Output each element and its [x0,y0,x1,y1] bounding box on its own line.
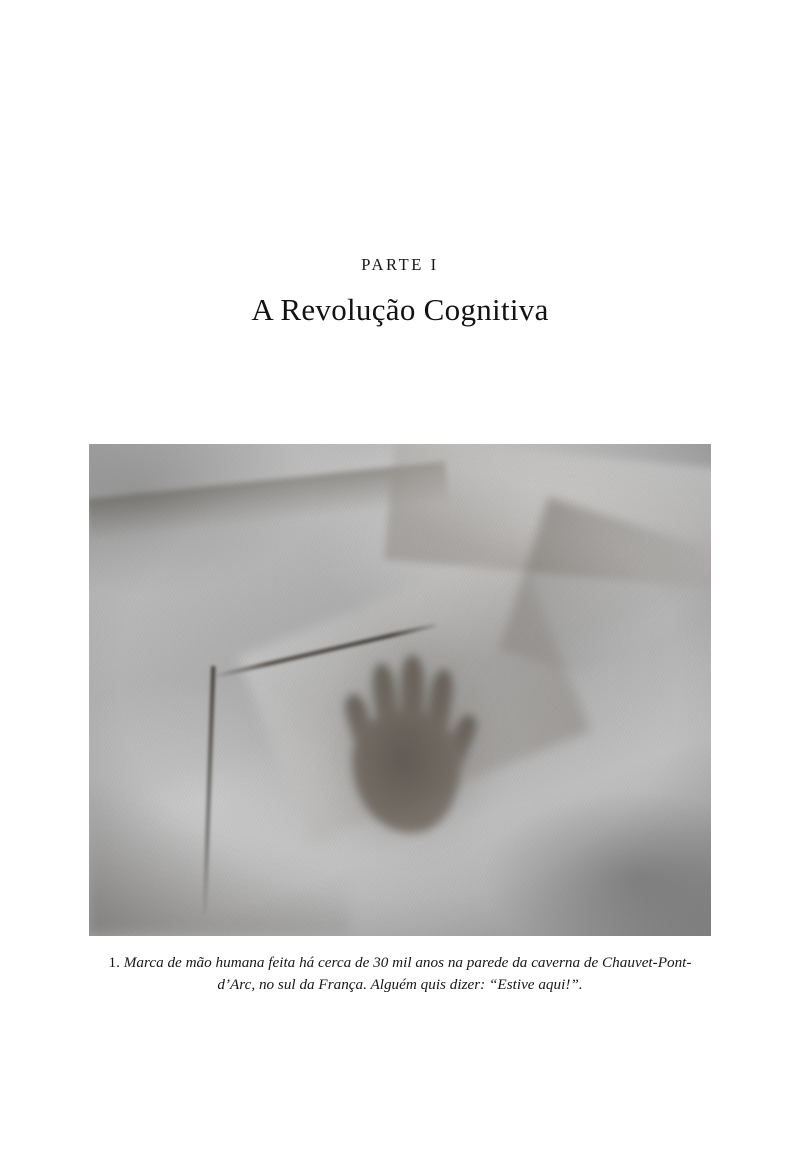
figure-caption [100,952,700,996]
figure-caption-number: 1. [108,954,120,971]
photo-vignette [89,444,711,936]
part-label: PARTE I [361,255,439,274]
figure-image [89,444,711,936]
figure-caption-text: Marca de mão humana feita há cerca de 30 mil anos na parede da caverna de Chauvet-Pont-d’Arc, no sul da França. Alguém quis dizer: “Estive aqui!”. [123,954,692,994]
page-title: A Revolução Cognitiva [251,292,549,327]
